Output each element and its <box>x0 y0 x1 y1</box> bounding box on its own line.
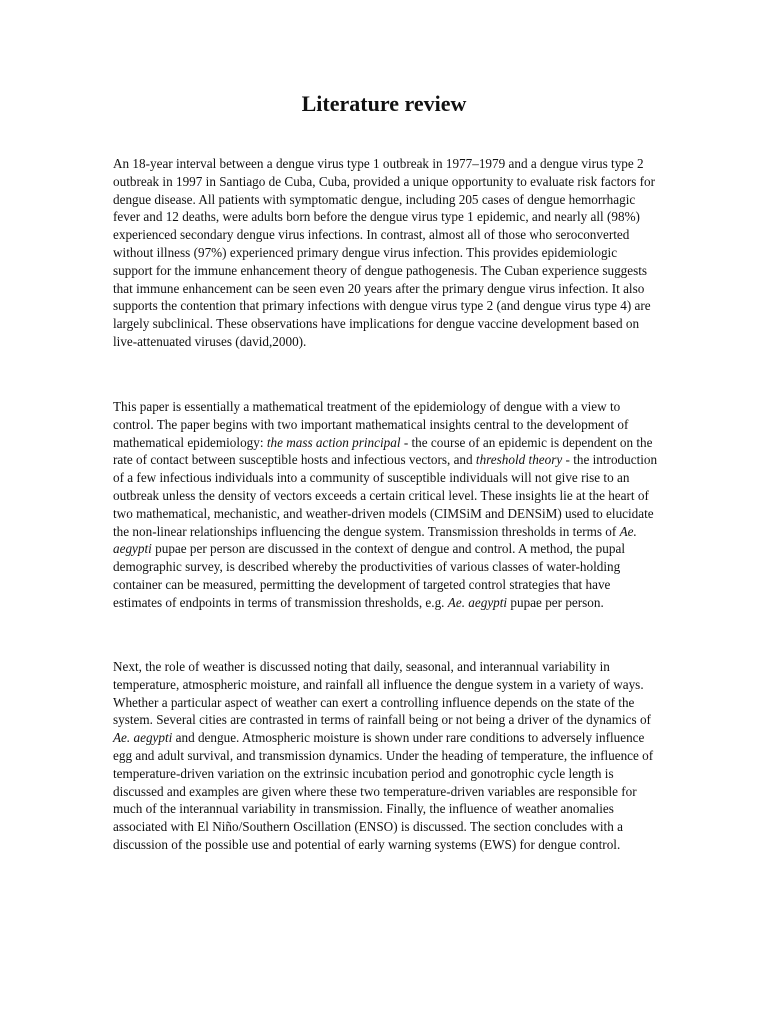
text-run: and dengue. Atmospheric moisture is shown under rare conditions to adversely influence egg and adult survival, and transmission dynamics. Under the heading of temperature, the influence of temperature-driven variation on the extrinsic incubation period and gonotrophic cycle length is discussed and examples are given where these two temperature-driven variables are responsible for much of the interannual variability in transmission. Finally, the influence of weather anomalies associated with El Niño/Southern Oscillation (ENSO) is discussed. The section concludes with a discussion of the possible use and potential of early warning systems (EWS) for dengue control. <box>113 730 654 852</box>
text-run: pupae per person are discussed in the context of dengue and control. A method, the pupal demographic survey, is described whereby the productivities of various classes of water-holding container can be measured, permitting the development of targeted control strategies that have estimates of endpoints in terms of transmission thresholds, e.g. <box>113 541 625 610</box>
text-run: - the introduction of a few infectious individuals into a community of susceptible individuals will not give rise to an outbreak unless the density of vectors exceeds a certain critical level. These insights lie at the heart of two mathematical, mechanistic, and weather-driven models (CIMSiM and DENSiM) used to elucidate the non-linear relationships influencing the dengue system. Transmission thresholds in terms of <box>113 452 658 539</box>
text-run: pupae per person. <box>507 594 604 610</box>
italic-term: threshold theory <box>475 452 563 468</box>
italic-term: the mass action principal <box>266 434 401 450</box>
italic-species: Ae. aegypti <box>113 730 173 746</box>
italic-species: Ae. aegypti <box>113 523 637 557</box>
text-run: - the course of an epidemic is dependent on the rate of contact between susceptible hosts and infectious vectors, and <box>113 434 653 468</box>
paragraph-weather-role <box>113 658 658 854</box>
italic-species: Ae. aegypti <box>447 594 508 610</box>
page-title: Literature review <box>301 91 467 116</box>
paragraph-mathematical-treatment <box>113 398 658 612</box>
text-run: Next, the role of weather is discussed noting that daily, seasonal, and interannual variability in temperature, atmospheric moisture, and rainfall all influence the dengue system in a variety of ways. Whether a particular aspect of weather can exert a controlling influence depends on the state of the system. Several cities are contrasted in terms of rainfall being or not being a driver of the dynamics of <box>113 659 651 728</box>
text-run: This paper is essentially a mathematical treatment of the epidemiology of dengue with a view to control. The paper begins with two important mathematical insights central to the development of mathematical epidemiology: <box>113 399 629 450</box>
paragraph-cuba-outbreak: An 18-year interval between a dengue virus type 1 outbreak in 1977–1979 and a dengue virus type 2 outbreak in 1997 in Santiago de Cuba, Cuba, provided a unique opportunity to evaluate risk factors for dengue disease. All patients with symptomatic dengue, including 205 cases of dengue hemorrhagic fever and 12 deaths, were adults born before the dengue virus type 1 epidemic, and nearly all (98%) experienced secondary dengue virus infections. In contrast, almost all of those who seroconverted without illness (97%) experienced primary dengue virus infection. This provides epidemiologic support for the immune enhancement theory of dengue pathogenesis. The Cuban experience suggests that immune enhancement can be seen even 20 years after the primary dengue virus infection. It also supports the contention that primary infections with dengue virus type 2 (and dengue virus type 4) are largely subclinical. These observations have implications for dengue vaccine development based on live-attenuated viruses (david,2000). <box>113 156 656 349</box>
